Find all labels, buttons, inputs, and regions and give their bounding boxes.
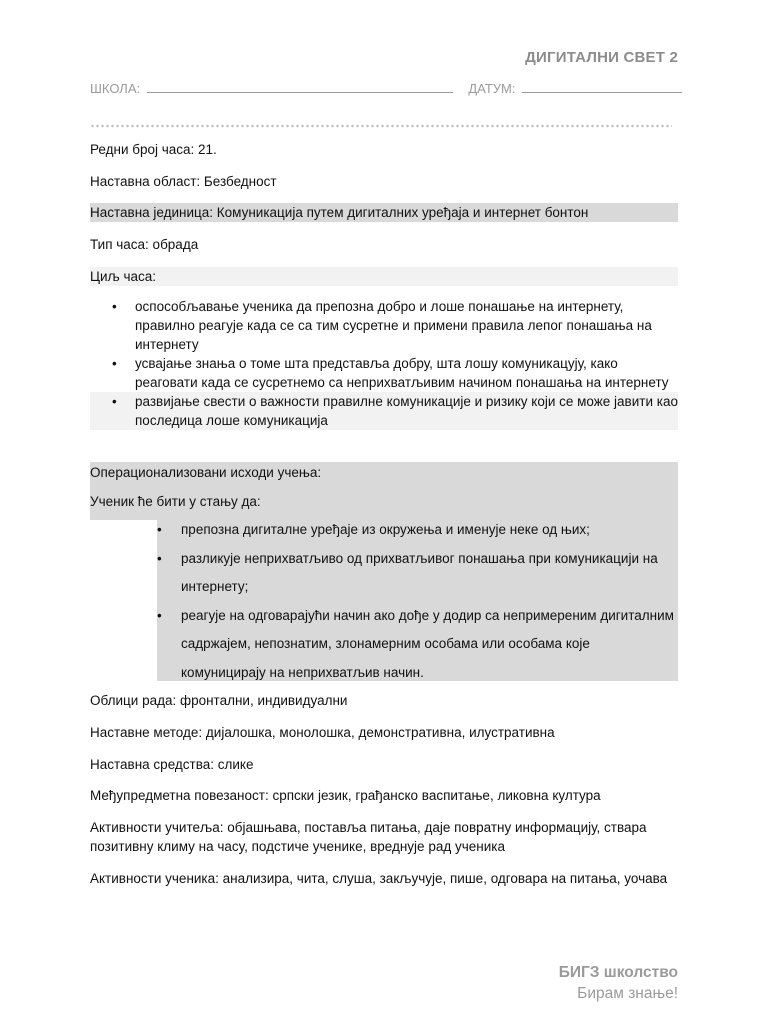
outcome-item (157, 516, 678, 545)
goal-text: развијање свести о важности правилне комуникације и ризику који се може јавити као последица лоше комуникација (135, 394, 678, 428)
outcomes-section (90, 462, 678, 681)
goals-list (90, 297, 678, 430)
publisher-brand (559, 962, 678, 1004)
header-fields (90, 80, 678, 96)
work-forms: Облици рада: фронтални, индивидуални (90, 693, 348, 708)
outcome-text: разликује неприхватљиво од прихватљивог понашања при комуникацији на интернету; (181, 550, 658, 594)
document-title: ДИГИТАЛНИ СВЕТ 2 (525, 49, 678, 66)
outcome-item (157, 602, 678, 688)
bullet-icon: • (112, 299, 117, 314)
goal-item (90, 354, 678, 392)
brand-name: БИГЗ школство (558, 964, 678, 981)
bullet-icon: • (112, 356, 117, 371)
lesson-goal-label: Циљ часа: (90, 267, 678, 286)
lesson-unit: Наставна јединица: Комуникација путем дигиталних уређаја и интернет бонтон (90, 203, 678, 222)
bullet-icon: • (157, 607, 162, 623)
outcomes-header (90, 462, 678, 520)
lesson-type: Тип часа: обрада (90, 237, 199, 252)
bullet-icon: • (157, 550, 162, 566)
school-label: ШКОЛА: (90, 81, 141, 96)
document-page (90, 0, 678, 1024)
goal-text: оспособљавање ученика да препозна добро и лоше понашање на интернету, правилно реагује када се са тим сусретне и примени правила лепог понашања на интернету (135, 299, 652, 352)
date-label: ДАТУМ: (468, 81, 516, 96)
goal-item (90, 297, 678, 354)
lesson-number: Редни број часа: 21. (90, 142, 217, 157)
outcome-text: реагује на одговарајући начин ако дође у додир са непримереним дигиталним садржајем, непознатим, злонамерним особама или особама које комуницирају на неприхватљив начин. (181, 607, 674, 680)
outcomes-intro: Ученик ће бити у стању да: (90, 494, 261, 509)
goal-item (90, 392, 678, 430)
lesson-area: Наставна област: Безбедност (90, 174, 277, 189)
brand-slogan: Бирам знање! (577, 985, 678, 1002)
date-fill-line (522, 80, 682, 93)
teaching-resources: Наставна средства: слике (90, 757, 254, 772)
teacher-activities: Активности учитеља: објашњава, поставља питања, даје повратну информацију, ствара позитивну климу на часу, подстиче ученике, вреднује рад ученика (90, 820, 647, 854)
teaching-methods: Наставне методе: дијалошка, монолошка, демонстративна, илустративна (90, 725, 555, 740)
school-fill-line (147, 80, 453, 93)
outcome-text: препозна дигиталне уређаје из окружења и именује неке од њих; (181, 522, 590, 537)
dotted-separator (90, 124, 672, 128)
cross-curricular: Међупредметна повезаност: српски језик, грађанско васпитање, ликовна култура (90, 788, 601, 803)
bullet-icon: • (112, 394, 117, 409)
student-activities: Активности ученика: анализира, чита, слуша, закључује, пише, одговара на питања, уочава (90, 871, 668, 886)
goal-text: усвајање знања о томе шта представља добру, шта лошу комуникацују, како реаговати када се сусретнемо са неприхватљивим начином понашања на интернету (135, 356, 669, 390)
bullet-icon: • (157, 522, 162, 537)
outcomes-label: Операционализовани исходи учења: (90, 465, 322, 480)
outcomes-body (157, 515, 678, 681)
outcome-item (157, 545, 678, 602)
outcomes-list (157, 516, 678, 687)
